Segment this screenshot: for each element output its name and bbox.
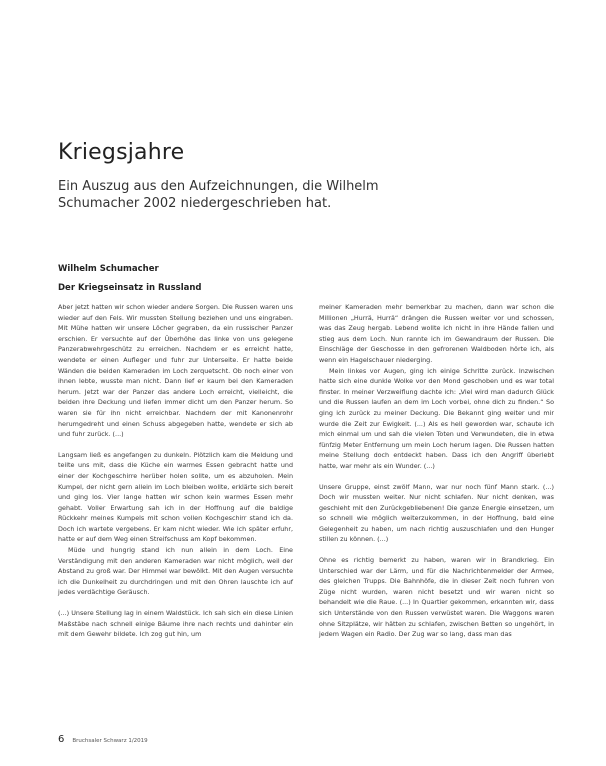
paragraph: Müde und hungrig stand ich nun allein in dem Loch. Eine Verständigung mit den anderen Kameraden war nicht möglich, weil der Abstand zu groß war. Der Himmel war bewölkt. Mit den Augen versuchte ich die Dunkelheit zu durchdringen und mit den Ohren lauschte ich auf jedes verdächtige Geräusch. xyxy=(58,546,293,597)
paragraph: Aber jetzt hatten wir schon wieder andere Sorgen. Die Russen waren uns wieder auf den Fels. Wir mussten Stellung beziehen und uns eingraben. Mit Mühe hatten wir unsere Löcher gegraben, da ein russischer Panzer erschien. Er versuchte auf der Überhöhe das linke von uns gelegene Panzerabwehrgeschütz zu erreichen. Nachdem er es erreicht hatte, wendete er einen Aufleger und fuhr zur Unterseite. Er hatte beide Wänden die beiden Kameraden im Loch zerquetscht. Ob noch einer von ihnen lebte, wusste man nicht. Dann lief er kaum bei den Kameraden herum. Jetzt war der Panzer das andere Loch erreicht, vielleicht, die beiden ihre Deckung und liefen immer dicht um den Panzer herum. So waren sie für ihn nicht erreichbar. Nachdem der mit Kanonenrohr herumgedreht und einen Schuss abgegeben hatte, wendete er sich ab und fuhr zurück. (...) xyxy=(58,303,293,439)
paragraph: Ohne es richtig bemerkt zu haben, waren wir in Brandkrieg. Ein Unterschied war der Lärm, und für die Nachrichtenmelder der Armee, des gleichen Trupps. Die Bahnhöfe, die in dieser Zeit noch fuhren von Züge nicht wurden, waren nicht besetzt und wir waren nicht so behandelt wie die Raue. (...) In Quartier gekommen, erkannten wir, dass sich Unterstände von den Russen verwüstet waren. Die Waggons waren ohne Sitzplätze, wir hätten zu schlafen, zwischen Betten so ungehört, in jedem Wagen ein Radio. Der Zug war so lang, dass man das xyxy=(319,556,554,639)
paragraph: Langsam ließ es angefangen zu dunkeln. Plötzlich kam die Meldung und teilte uns mit, dass die Küche ein warmes Essen gebracht hatte und einer der Kochgeschirre herüber holen sollte, um es abzuholen. Mein Kumpel, der nicht gern allein im Loch bleiben wollte, erklärte sich bereit und ging los. Vier lange hatten wir schon kein warmes Essen mehr gehabt. Voller Erwartung sah ich in der Hoffnung auf die baldige Rückkehr meines Kumpels mit schon vollen Kochgeschirr stand ich da. Doch ich wartete vergebens. Er kam nicht wieder. Wie ich später erfuhr, hatte er auf dem Weg einen Streifschuss am Kopf bekommen. xyxy=(58,450,293,544)
paragraph: Mein linkes vor Augen, ging ich einige Schritte zurück. Inzwischen hatte sich eine dunkle Wolke vor den Mond geschoben und es war total finster. In meiner Verzweiflung dachte ich: „Viel wird man dadurch Glück und die Russen laufen an dem im Loch vorbei, ohne dich zu finden.“ So ging ich zurück zu meiner Deckung. Die Bekannt ging weiter und mir wurde die Zeit zur Ewigkeit. (...) Als es hell geworden war, schaute ich mich einmal um und sah die vielen Toten und Verwundeten, die in etwa fünfzig Meter Entfernung um mein Loch herum lagen. Die Russen hatten meine Stellung doch entdeckt haben. Dass ich den Angriff überlebt hatte, war mehr als ein Wunder. (...) xyxy=(319,366,554,470)
paragraph: Unsere Gruppe, einst zwölf Mann, war nur noch fünf Mann stark. (...) Doch wir mussten weiter. Nur nicht schlafen. Nur nicht denken, was geschieht mit den Zurückgebliebenen! Die ganze Energie einsetzen, um so schnell wie möglich weiterzukommen, in der Hoffnung, bald eine Gelegenheit zu haben, um nach richtig auszuschlafen und den Hunger stillen zu können. (...) xyxy=(319,482,554,544)
article-subtitle: Ein Auszug aus den Aufzeichnungen, die Wilhelm Schumacher 2002 niedergeschrieben hat. xyxy=(58,179,379,211)
section-heading: Der Kriegseinsatz in Russland xyxy=(58,283,202,293)
right-text-column xyxy=(319,302,554,640)
page-number: 6 xyxy=(58,734,65,745)
left-text-column xyxy=(58,302,293,640)
author-name: Wilhelm Schumacher xyxy=(58,264,159,274)
page-title: Kriegsjahre xyxy=(58,140,185,165)
publication-name: Bruchsaler Schwarz 1/2019 xyxy=(72,738,148,744)
page-footer xyxy=(58,734,148,745)
paragraph: (...) Unsere Stellung lag in einem Waldstück. Ich sah sich ein diese Linien Maßstäbe nach schnell einige Bäume ihre nach rechts und dahinter ein mit dem Gewehr bildete. Ich zog gut hin, um xyxy=(58,609,293,639)
paragraph: meiner Kameraden mehr bemerkbar zu machen, dann war schon die Millionen „Hurrä, Hurrä“ drängen die Russen weiter vor und schossen, was das Zeug hergab. Lebend wollte ich nicht in ihre Hände fallen und stieg aus dem Loch. Nun rannte ich im Gewandraum der Russen. Die Einschläge der Geschosse in den gefrorenen Waldboden hörte ich, als wenn ein Hagelschauer niederging. xyxy=(319,303,554,364)
